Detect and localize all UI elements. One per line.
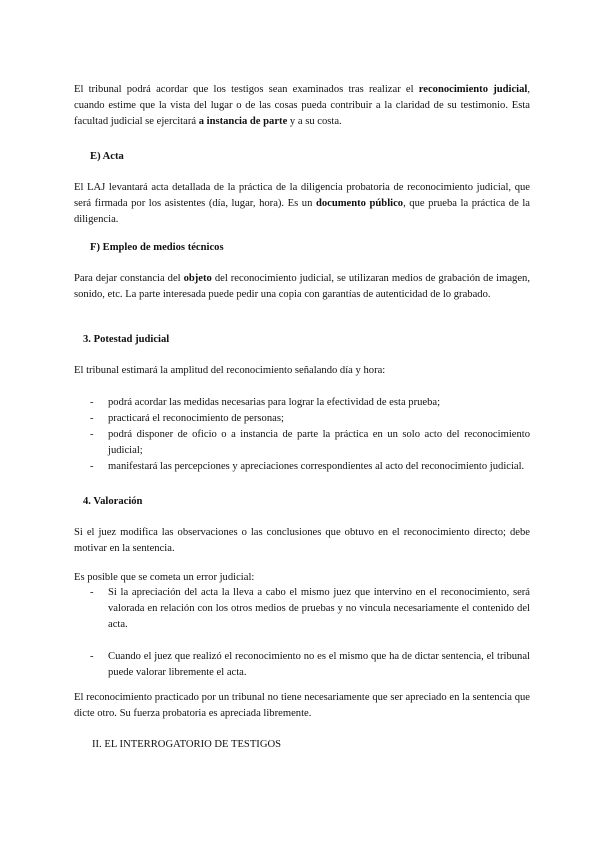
section-heading-interrogatorio: II. EL INTERROGATORIO DE TESTIGOS <box>92 739 282 750</box>
list-item-text: manifestará las percepciones y apreciaciones correspondientes al acto del reconocimiento judicial. <box>108 461 525 472</box>
text-run: Para dejar constancia del <box>74 273 184 284</box>
list-item <box>90 649 530 681</box>
paragraph-medios-tecnicos <box>74 271 530 303</box>
list-item-text: podrá acordar las medidas necesarias para lograr la efectividad de esta prueba; <box>108 397 441 408</box>
bold-term: a instancia de parte <box>198 116 288 127</box>
text-run: El tribunal estimará la amplitud del reconocimiento señalando día y hora: <box>74 365 386 376</box>
paragraph-valoracion <box>74 525 530 557</box>
bold-term: objeto <box>183 273 212 284</box>
text-run: Es posible que se cometa un error judicial: <box>74 572 255 583</box>
text-run: y a su costa. <box>287 116 342 127</box>
dash-marker: - <box>90 461 94 472</box>
list-item-text: podrá disponer de oficio o a instancia de parte la práctica en un solo acto del reconocimiento judicial; <box>108 429 530 456</box>
dash-marker: - <box>90 413 94 424</box>
text-run: , que prueba la práctica de la diligencia. <box>74 198 530 225</box>
text-run: El reconocimiento practicado por un tribunal no tiene necesariamente que ser apreciado en la sentencia que dicte otro. Su fuerza probatoria es apreciada libremente. <box>74 692 530 719</box>
paragraph-acta <box>74 180 530 228</box>
text-run: del reconocimiento judicial, se utilizaran medios de grabación de imagen, sonido, etc. La parte interesada puede pedir una copia con garantías de autenticidad de lo grabado. <box>74 273 530 300</box>
heading-medios-tecnicos: F) Empleo de medios técnicos <box>90 242 224 253</box>
list-potestad <box>90 395 530 475</box>
list-error-judicial <box>90 585 530 681</box>
list-item <box>90 411 530 427</box>
bold-term: documento público <box>315 198 404 209</box>
heading-acta: E) Acta <box>90 151 124 162</box>
dash-marker: - <box>90 587 94 598</box>
list-item-text: Si la apreciación del acta la lleva a cabo el mismo juez que intervino en el reconocimiento, será valorada en relación con los otros medios de pruebas y no vincula necesariamente el contenido del acta. <box>108 587 530 630</box>
text-run: , cuando estime que la vista del lugar o de las cosas pueda contribuir a la claridad de su testimonio. Esta facultad judicial se ejercitará <box>74 84 530 127</box>
heading-potestad-judicial: 3. Potestad judicial <box>83 334 170 345</box>
text-run: Si el juez modifica las observaciones o las conclusiones que obtuvo en el reconocimiento directo; debe motivar en la sentencia. <box>74 527 530 554</box>
bold-term: reconocimiento judicial <box>418 84 528 95</box>
paragraph-potestad <box>74 363 530 379</box>
paragraph-fuerza-probatoria <box>74 690 530 722</box>
paragraph-error-judicial <box>74 570 530 586</box>
list-item-text: Cuando el juez que realizó el reconocimiento no es el mismo que ha de dictar sentencia, el tribunal puede valorar libremente el acta. <box>108 651 530 678</box>
paragraph-reconocimiento-testigos <box>74 82 530 130</box>
dash-marker: - <box>90 651 94 662</box>
list-item-text: practicará el reconocimiento de personas; <box>108 413 284 424</box>
list-item <box>90 395 530 411</box>
list-item <box>90 585 530 633</box>
list-item <box>90 459 530 475</box>
heading-valoracion: 4. Valoración <box>83 496 143 507</box>
dash-marker: - <box>90 429 94 440</box>
text-run: El LAJ levantará acta detallada de la práctica de la diligencia probatoria de reconocimiento judicial, que será firmada por los asistentes (día, lugar, hora). Es un <box>74 182 530 209</box>
text-run: El tribunal podrá acordar que los testigos sean examinados tras realizar el <box>74 84 419 95</box>
list-item <box>90 427 530 459</box>
dash-marker: - <box>90 397 94 408</box>
